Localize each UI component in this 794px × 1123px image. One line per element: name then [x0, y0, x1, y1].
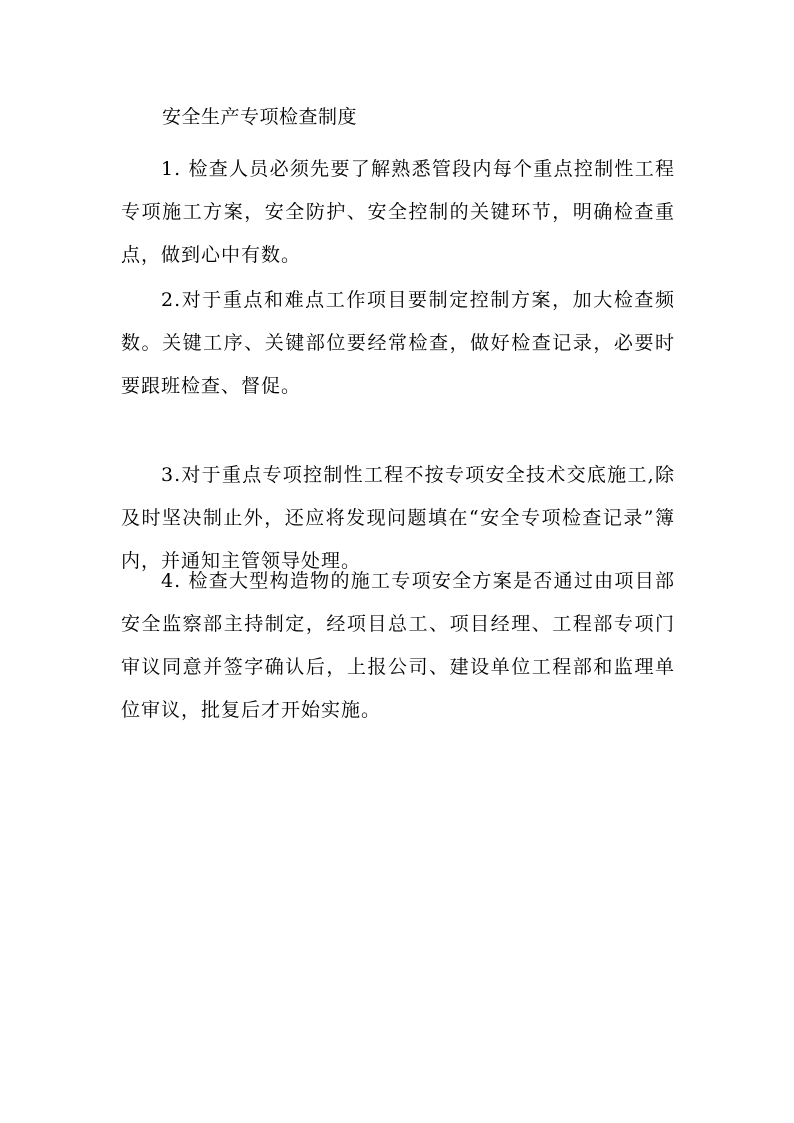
paragraph-3: 3.对于重点专项控制性工程不按专项安全技术交底施工,除及时坚决制止外，还应将发现问题填在“安全专项检查记录”簿内，并通知主管领导处理。 [121, 464, 675, 572]
paragraph-4: 4. 检查大型构造物的施工专项安全方案是否通过由项目部安全监察部主持制定，经项目总工、项目经理、工程部专项门审议同意并签字确认后，上报公司、建设单位工程部和监理单位审议，批复后才开始实施。 [121, 570, 675, 721]
paragraph-2: 2.对于重点和难点工作项目要制定控制方案，加大检查频数。关键工序、关键部位要经常检查，做好检查记录，必要时要跟班检查、督促。 [121, 289, 675, 397]
document-title: 安全生产专项检查制度 [162, 106, 358, 128]
paragraph-1: 1. 检查人员必须先要了解熟悉管段内每个重点控制性工程专项施工方案，安全防护、安全控制的关键环节，明确检查重点，做到心中有数。 [121, 158, 675, 266]
